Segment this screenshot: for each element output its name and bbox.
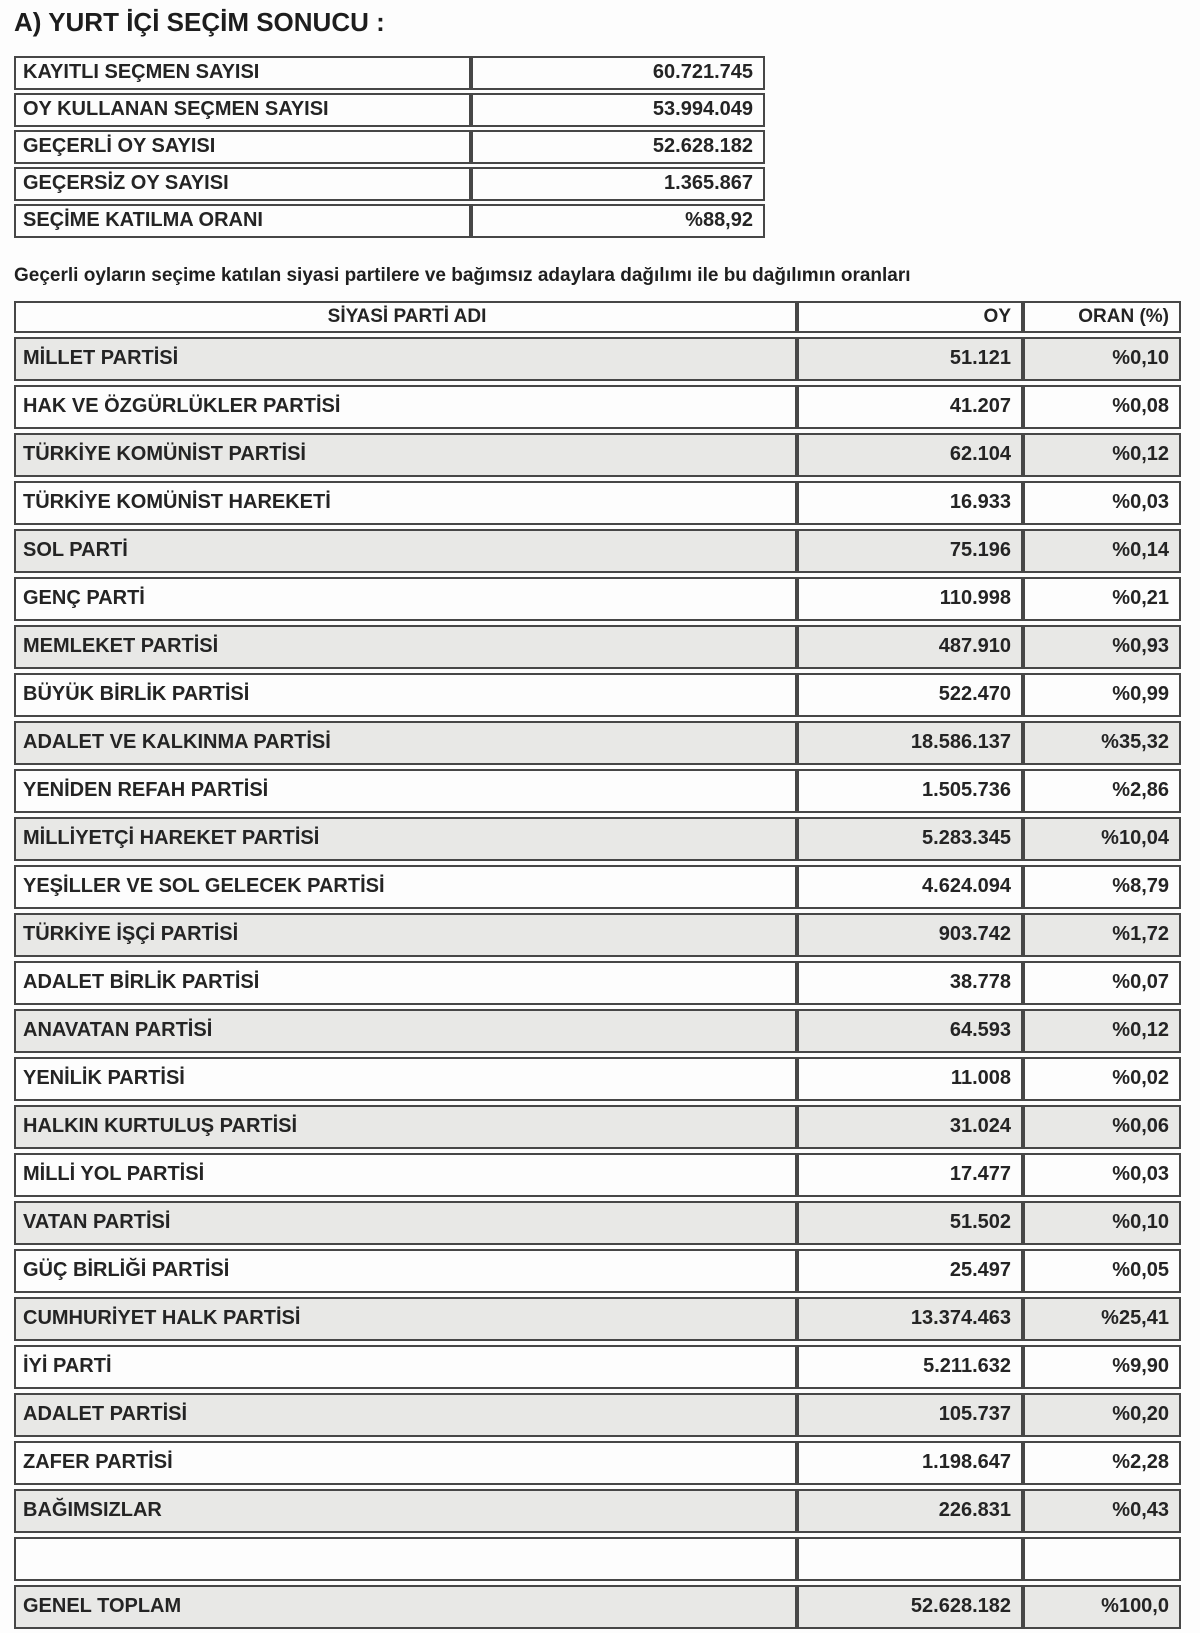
votes-cell: 41.207 bbox=[797, 385, 1023, 429]
party-name-cell: GENÇ PARTİ bbox=[14, 577, 797, 621]
party-row bbox=[14, 1009, 1181, 1053]
party-name-cell: ADALET BİRLİK PARTİSİ bbox=[14, 961, 797, 1005]
votes-cell: 64.593 bbox=[797, 1009, 1023, 1053]
percent-cell: %0,02 bbox=[1023, 1057, 1181, 1101]
party-row bbox=[14, 1441, 1181, 1485]
party-row bbox=[14, 1105, 1181, 1149]
party-name-cell: ANAVATAN PARTİSİ bbox=[14, 1009, 797, 1053]
summary-table bbox=[14, 53, 765, 241]
votes-cell bbox=[797, 1537, 1023, 1581]
party-name-cell: HALKIN KURTULUŞ PARTİSİ bbox=[14, 1105, 797, 1149]
party-row bbox=[14, 481, 1181, 525]
percent-cell: %0,99 bbox=[1023, 673, 1181, 717]
votes-cell: 38.778 bbox=[797, 961, 1023, 1005]
percent-cell: %0,03 bbox=[1023, 481, 1181, 525]
percent-cell: %1,72 bbox=[1023, 913, 1181, 957]
party-row bbox=[14, 1201, 1181, 1245]
party-name-cell: CUMHURİYET HALK PARTİSİ bbox=[14, 1297, 797, 1341]
percent-cell: %10,04 bbox=[1023, 817, 1181, 861]
party-name-cell: SOL PARTİ bbox=[14, 529, 797, 573]
party-row bbox=[14, 721, 1181, 765]
party-row bbox=[14, 865, 1181, 909]
party-row bbox=[14, 1249, 1181, 1293]
party-row bbox=[14, 769, 1181, 813]
results-table bbox=[14, 297, 1181, 1633]
percent-cell: %0,93 bbox=[1023, 625, 1181, 669]
party-name-cell: BÜYÜK BİRLİK PARTİSİ bbox=[14, 673, 797, 717]
header-percent: ORAN (%) bbox=[1023, 301, 1181, 333]
party-name-cell: ADALET PARTİSİ bbox=[14, 1393, 797, 1437]
percent-cell: %0,21 bbox=[1023, 577, 1181, 621]
party-row bbox=[14, 913, 1181, 957]
results-table-head bbox=[14, 301, 1181, 333]
votes-cell: 110.998 bbox=[797, 577, 1023, 621]
percent-cell: %0,06 bbox=[1023, 1105, 1181, 1149]
summary-value: 60.721.745 bbox=[471, 56, 765, 90]
party-row bbox=[14, 337, 1181, 381]
results-table-body bbox=[14, 337, 1181, 1629]
percent-cell: %0,05 bbox=[1023, 1249, 1181, 1293]
party-name-cell: TÜRKİYE İŞÇİ PARTİSİ bbox=[14, 913, 797, 957]
percent-cell: %0,07 bbox=[1023, 961, 1181, 1005]
votes-cell: 52.628.182 bbox=[797, 1585, 1023, 1629]
percent-cell: %0,10 bbox=[1023, 1201, 1181, 1245]
percent-cell bbox=[1023, 1537, 1181, 1581]
summary-row bbox=[14, 167, 765, 201]
party-row bbox=[14, 817, 1181, 861]
summary-label: GEÇERLİ OY SAYISI bbox=[14, 130, 471, 164]
party-name-cell bbox=[14, 1537, 797, 1581]
votes-cell: 5.283.345 bbox=[797, 817, 1023, 861]
party-row bbox=[14, 1297, 1181, 1341]
table-caption: Geçerli oyların seçime katılan siyasi partilere ve bağımsız adaylara dağılımı ile bu dağılımın oranları bbox=[14, 264, 911, 286]
votes-cell: 1.198.647 bbox=[797, 1441, 1023, 1485]
summary-table-body bbox=[14, 56, 765, 238]
party-name-cell: HAK VE ÖZGÜRLÜKLER PARTİSİ bbox=[14, 385, 797, 429]
summary-label: OY KULLANAN SEÇMEN SAYISI bbox=[14, 93, 471, 127]
party-row bbox=[14, 1153, 1181, 1197]
percent-cell: %0,43 bbox=[1023, 1489, 1181, 1533]
party-name-cell: GENEL TOPLAM bbox=[14, 1585, 797, 1629]
votes-cell: 18.586.137 bbox=[797, 721, 1023, 765]
party-name-cell: MİLLET PARTİSİ bbox=[14, 337, 797, 381]
party-name-cell: MİLLİYETÇİ HAREKET PARTİSİ bbox=[14, 817, 797, 861]
percent-cell: %100,0 bbox=[1023, 1585, 1181, 1629]
party-name-cell: YENİDEN REFAH PARTİSİ bbox=[14, 769, 797, 813]
votes-cell: 16.933 bbox=[797, 481, 1023, 525]
party-row bbox=[14, 1489, 1181, 1533]
percent-cell: %0,12 bbox=[1023, 1009, 1181, 1053]
party-name-cell: ZAFER PARTİSİ bbox=[14, 1441, 797, 1485]
votes-cell: 105.737 bbox=[797, 1393, 1023, 1437]
empty-row bbox=[14, 1537, 1181, 1581]
party-row bbox=[14, 625, 1181, 669]
percent-cell: %0,03 bbox=[1023, 1153, 1181, 1197]
total-row bbox=[14, 1585, 1181, 1629]
summary-value: 52.628.182 bbox=[471, 130, 765, 164]
votes-cell: 1.505.736 bbox=[797, 769, 1023, 813]
party-name-cell: TÜRKİYE KOMÜNİST PARTİSİ bbox=[14, 433, 797, 477]
summary-row bbox=[14, 93, 765, 127]
summary-value: 53.994.049 bbox=[471, 93, 765, 127]
votes-cell: 17.477 bbox=[797, 1153, 1023, 1197]
page-title: A) YURT İÇİ SEÇİM SONUCU : bbox=[14, 7, 385, 37]
party-row bbox=[14, 529, 1181, 573]
party-name-cell: VATAN PARTİSİ bbox=[14, 1201, 797, 1245]
party-row bbox=[14, 1057, 1181, 1101]
party-name-cell: TÜRKİYE KOMÜNİST HAREKETİ bbox=[14, 481, 797, 525]
party-row bbox=[14, 961, 1181, 1005]
votes-cell: 51.502 bbox=[797, 1201, 1023, 1245]
votes-cell: 31.024 bbox=[797, 1105, 1023, 1149]
percent-cell: %0,14 bbox=[1023, 529, 1181, 573]
party-name-cell: İYİ PARTİ bbox=[14, 1345, 797, 1389]
votes-cell: 62.104 bbox=[797, 433, 1023, 477]
summary-label: KAYITLI SEÇMEN SAYISI bbox=[14, 56, 471, 90]
party-name-cell: BAĞIMSIZLAR bbox=[14, 1489, 797, 1533]
party-name-cell: YEŞİLLER VE SOL GELECEK PARTİSİ bbox=[14, 865, 797, 909]
percent-cell: %0,20 bbox=[1023, 1393, 1181, 1437]
percent-cell: %0,08 bbox=[1023, 385, 1181, 429]
party-row bbox=[14, 433, 1181, 477]
percent-cell: %8,79 bbox=[1023, 865, 1181, 909]
votes-cell: 13.374.463 bbox=[797, 1297, 1023, 1341]
party-row bbox=[14, 673, 1181, 717]
party-name-cell: ADALET VE KALKINMA PARTİSİ bbox=[14, 721, 797, 765]
party-row bbox=[14, 577, 1181, 621]
party-row bbox=[14, 1345, 1181, 1389]
percent-cell: %0,12 bbox=[1023, 433, 1181, 477]
header-party-name: SİYASİ PARTİ ADI bbox=[14, 301, 797, 333]
percent-cell: %9,90 bbox=[1023, 1345, 1181, 1389]
votes-cell: 11.008 bbox=[797, 1057, 1023, 1101]
summary-row bbox=[14, 204, 765, 238]
summary-value: %88,92 bbox=[471, 204, 765, 238]
party-name-cell: MİLLİ YOL PARTİSİ bbox=[14, 1153, 797, 1197]
results-header-row bbox=[14, 301, 1181, 333]
summary-value: 1.365.867 bbox=[471, 167, 765, 201]
percent-cell: %2,28 bbox=[1023, 1441, 1181, 1485]
votes-cell: 51.121 bbox=[797, 337, 1023, 381]
votes-cell: 5.211.632 bbox=[797, 1345, 1023, 1389]
percent-cell: %0,10 bbox=[1023, 337, 1181, 381]
votes-cell: 25.497 bbox=[797, 1249, 1023, 1293]
votes-cell: 75.196 bbox=[797, 529, 1023, 573]
party-name-cell: MEMLEKET PARTİSİ bbox=[14, 625, 797, 669]
votes-cell: 226.831 bbox=[797, 1489, 1023, 1533]
party-name-cell: GÜÇ BİRLİĞİ PARTİSİ bbox=[14, 1249, 797, 1293]
summary-row bbox=[14, 56, 765, 90]
votes-cell: 522.470 bbox=[797, 673, 1023, 717]
votes-cell: 4.624.094 bbox=[797, 865, 1023, 909]
votes-cell: 487.910 bbox=[797, 625, 1023, 669]
percent-cell: %2,86 bbox=[1023, 769, 1181, 813]
summary-label: GEÇERSİZ OY SAYISI bbox=[14, 167, 471, 201]
votes-cell: 903.742 bbox=[797, 913, 1023, 957]
summary-row bbox=[14, 130, 765, 164]
party-name-cell: YENİLİK PARTİSİ bbox=[14, 1057, 797, 1101]
party-row bbox=[14, 1393, 1181, 1437]
header-votes: OY bbox=[797, 301, 1023, 333]
percent-cell: %35,32 bbox=[1023, 721, 1181, 765]
summary-label: SEÇİME KATILMA ORANI bbox=[14, 204, 471, 238]
percent-cell: %25,41 bbox=[1023, 1297, 1181, 1341]
party-row bbox=[14, 385, 1181, 429]
